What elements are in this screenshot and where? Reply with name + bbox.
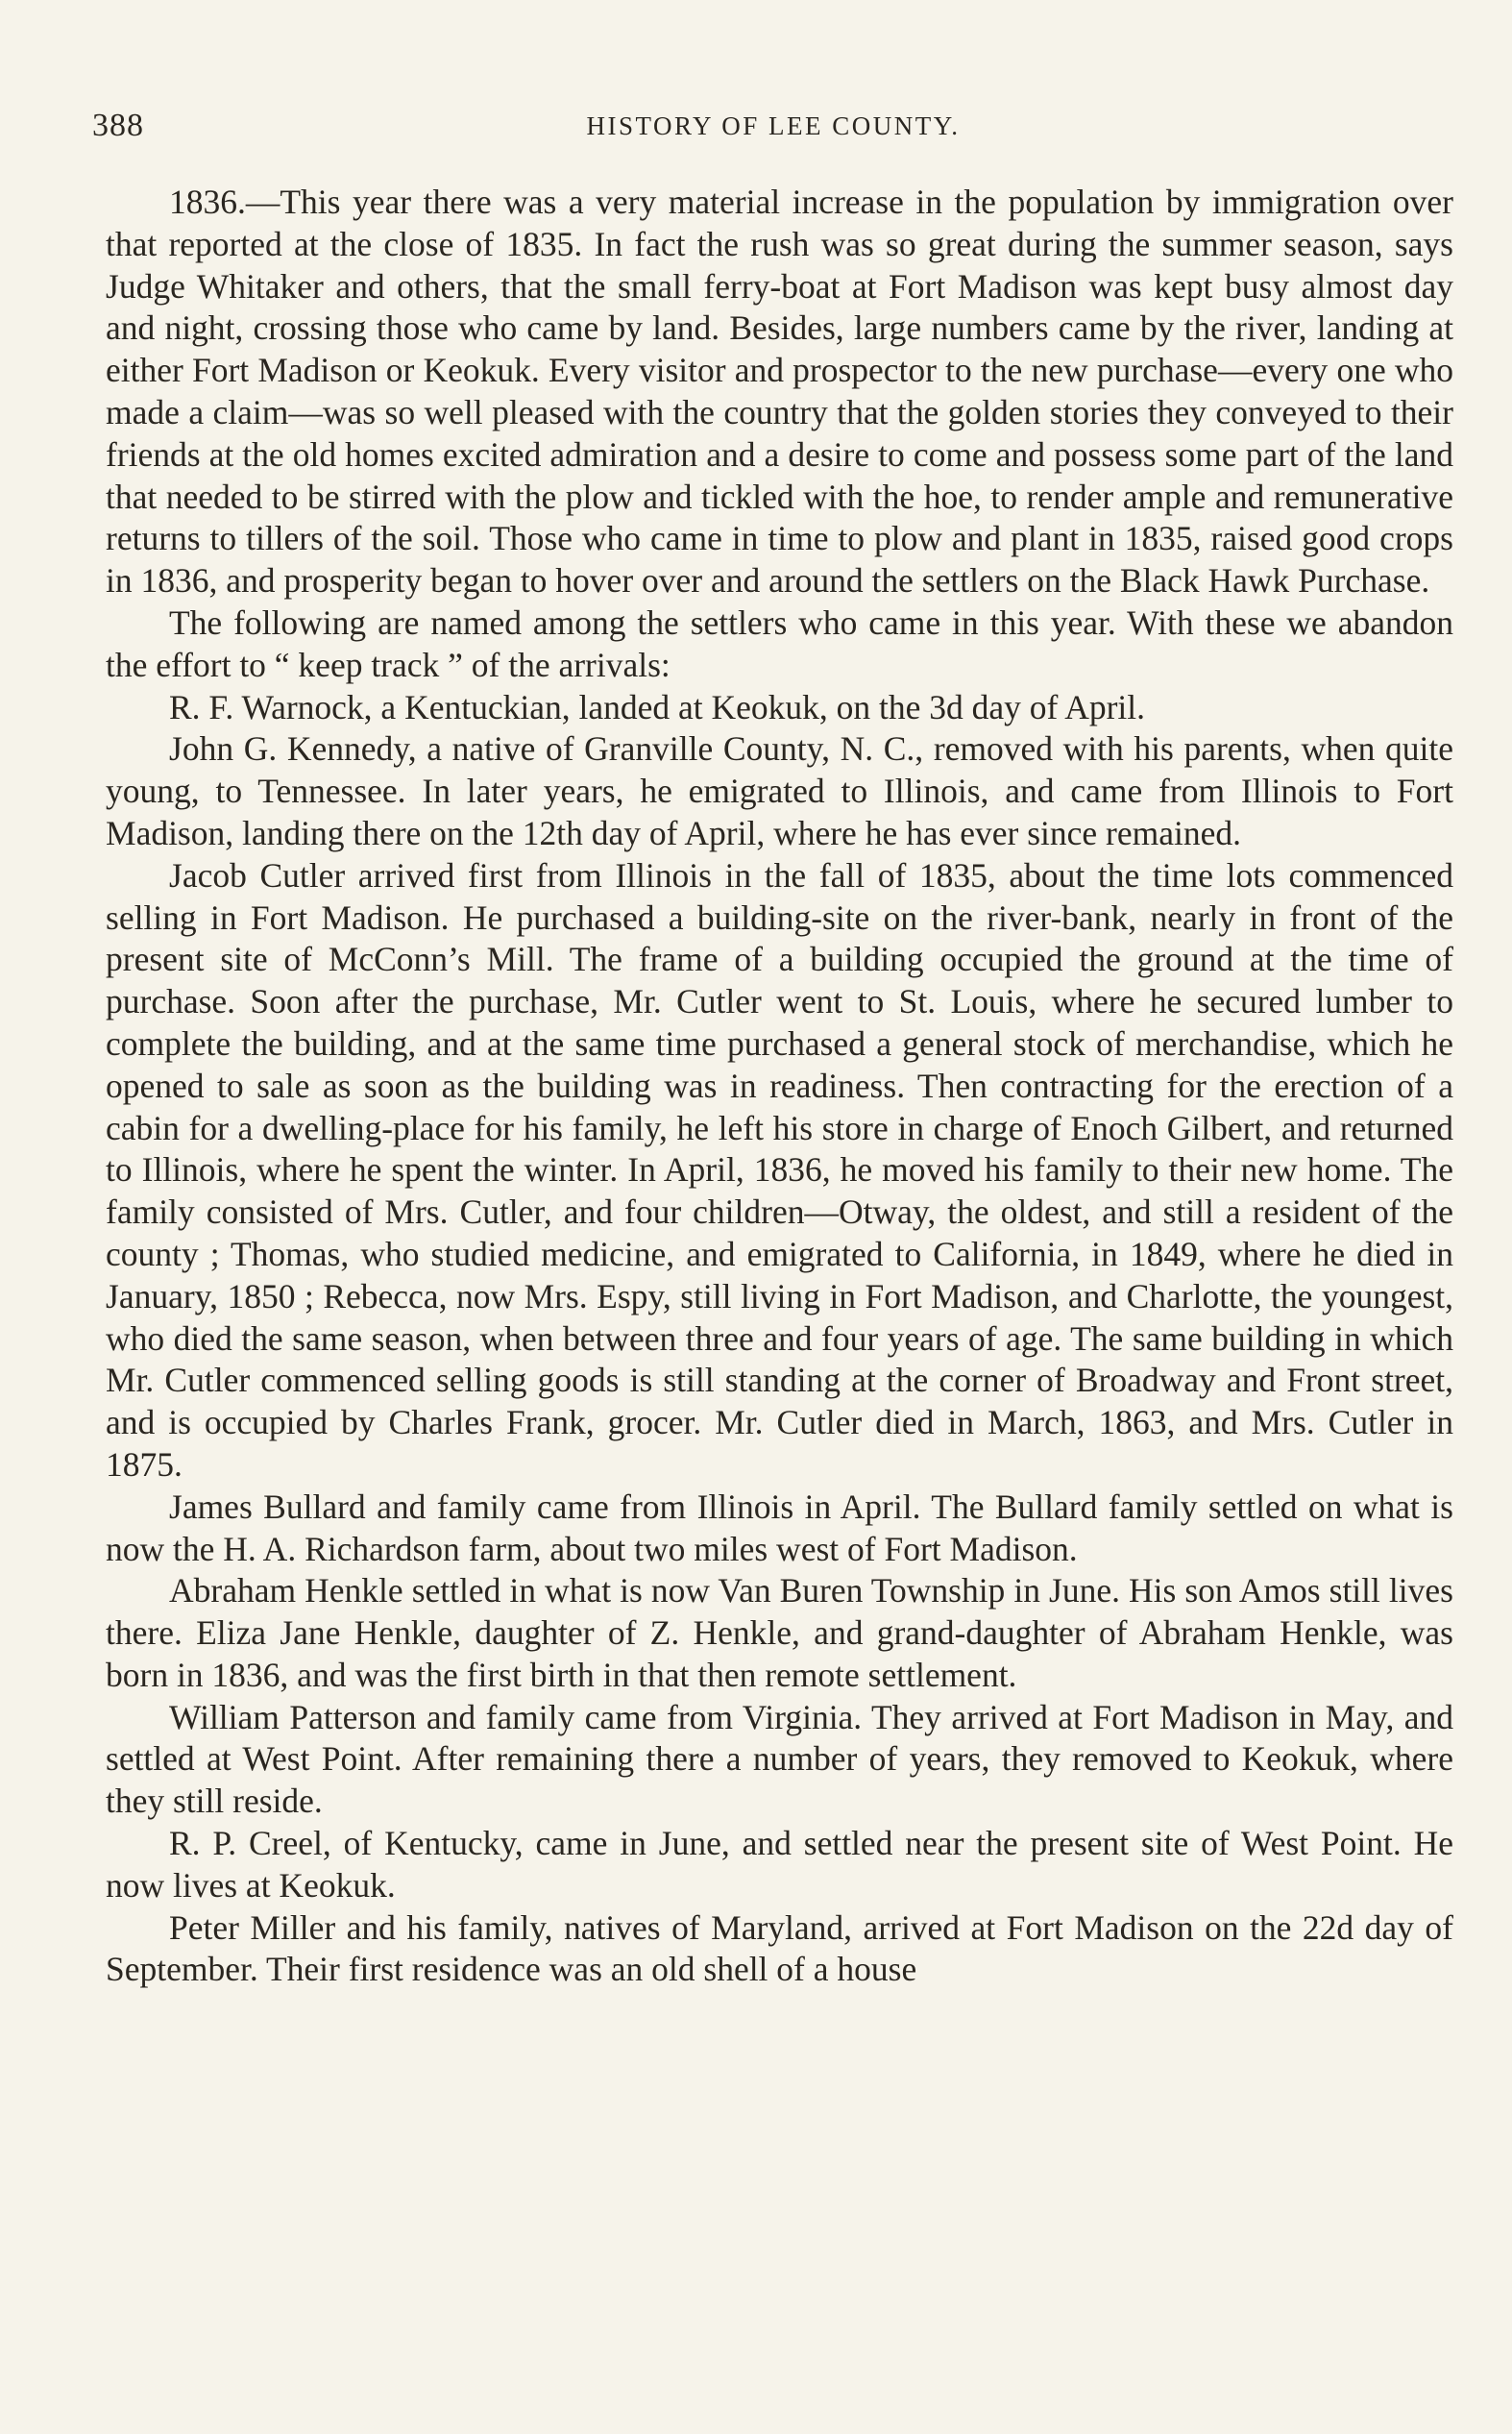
paragraph-patterson: William Patterson and family came from Virginia. They arrived at Fort Madison in May, and settled at West Point. After remaining there a number of years, they removed to Keokuk, where they still reside. (106, 1697, 1453, 1821)
paragraph-cutler: Jacob Cutler arrived first from Illinois in the fall of 1835, about the time lots commenced selling in Fort Madison. He purchased a building-site on the river-bank, nearly in front of the present site of McConn’s Mill. The frame of a building occupied the ground at the time of purchase. Soon after the purchase, Mr. Cutler went to St. Louis, where he secured lumber to complete the building, and at the same time purchased a general stock of merchandise, which he opened to sale as soon as the building was in readiness. Then contracting for the erection of a cabin for a dwelling-place for his family, he left his store in charge of Enoch Gilbert, and returned to Illinois, where he spent the winter. In April, 1836, he moved his family to their new home. The family consisted of Mrs. Cutler, and four children—Otway, the oldest, and still a resident of the county ; Thomas, who studied medicine, and emigrated to California, in 1849, where he died in January, 1850 ; Rebecca, now Mrs. Espy, still living in Fort Madison, and Charlotte, the youngest, who died the same season, when between three and four years of age. The same building in which Mr. Cutler commenced selling goods is still standing at the corner of Broadway and Front street, and is occupied by Charles Frank, grocer. Mr. Cutler died in March, 1863, and Mrs. Cutler in 1875. (106, 855, 1453, 1484)
running-head-title: HISTORY OF LEE COUNTY. (586, 111, 961, 140)
body-text (106, 182, 1453, 1991)
paragraph-miller: Peter Miller and his family, natives of Maryland, arrived at Fort Madison on the 22d day of September. Their first residence was an old shell of a house (106, 1907, 1453, 1989)
paragraph-henkle: Abraham Henkle settled in what is now Van Buren Township in June. His son Amos still lives there. Eliza Jane Henkle, daughter of Z. Henkle, and grand-daughter of Abraham Henkle, was born in 1836, and was the first birth in that then remote settlement. (106, 1571, 1453, 1694)
paragraph-creel: R. P. Creel, of Kentucky, came in June, and settled near the present site of West Point. He now lives at Keokuk. (106, 1824, 1453, 1905)
paragraph-bullard: James Bullard and family came from Illinois in April. The Bullard family settled on what is now the H. A. Richardson farm, about two miles west of Fort Madison. (106, 1487, 1453, 1568)
running-head (92, 108, 1454, 156)
paragraph-1836-immigration: 1836.—This year there was a very material increase in the population by immigration over that reported at the close of 1835. In fact the rush was so great during the summer season, says Judge Whitaker and others, that the small ferry-boat at Fort Madison was kept busy almost day and night, crossing those who came by land. Besides, large numbers came by the river, landing at either Fort Madison or Keokuk. Every visitor and prospector to the new purchase—every one who made a claim—was so well pleased with the country that the golden stories they conveyed to their friends at the old homes excited admiration and a desire to come and possess some part of the land that needed to be stirred with the plow and tickled with the hoe, to render ample and remunerative returns to tillers of the soil. Those who came in time to plow and plant in 1835, raised good crops in 1836, and prosperity began to hover over and around the settlers on the Black Hawk Purchase. (106, 183, 1453, 601)
paragraph-kennedy: John G. Kennedy, a native of Granville County, N. C., removed with his parents, when quite young, to Tennessee. In later years, he emigrated to Illinois, and came from Illinois to Fort Madison, landing there on the 12th day of April, where he has ever since remained. (106, 729, 1453, 852)
page-number: 388 (92, 108, 144, 143)
paragraph-warnock: R. F. Warnock, a Kentuckian, landed at Keokuk, on the 3d day of April. (169, 687, 1146, 726)
paragraph-settlers-intro: The following are named among the settlers who came in this year. With these we abandon the effort to “ keep track ” of the arrivals: (106, 602, 1453, 684)
